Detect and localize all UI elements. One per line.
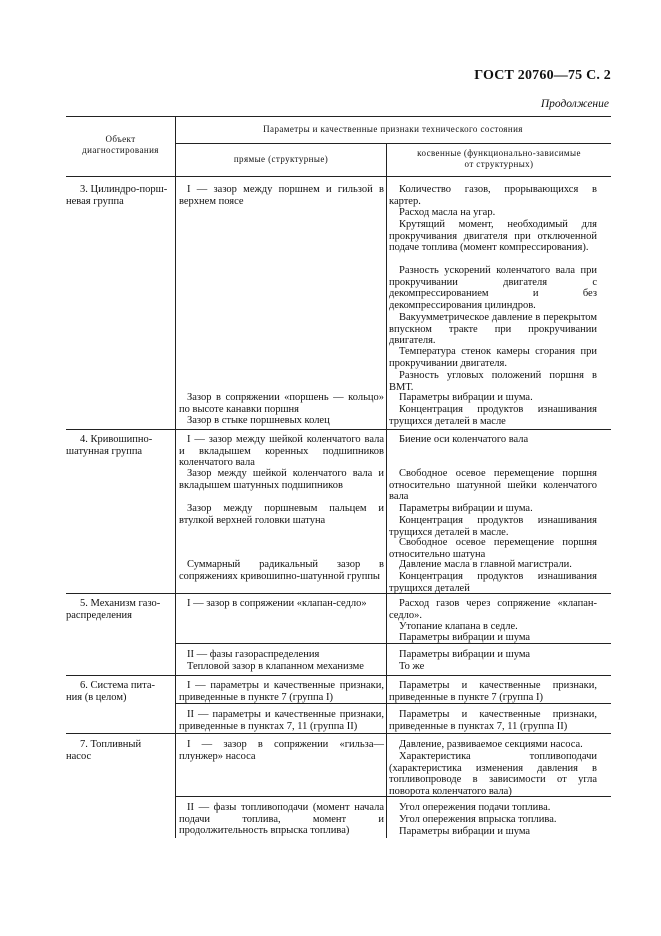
row-indirect: Расход газов через сопряжение «клапан-седло». [389,598,597,621]
rule-row-5 [66,675,611,676]
row-object: 7. Топливный насос [66,739,142,762]
row-indirect: Количество газов, прорывающихся в картер. [389,184,597,207]
row-indirect: Угол опережения подачи топлива. [399,802,551,813]
row-indirect: Концентрация продуктов изнашивания трущихся деталей в масле [389,404,597,427]
row-indirect: Утопание клапана в седле. [399,621,518,632]
continuation-label: Продолжение [540,98,609,110]
rule-col-1 [175,116,176,838]
row-direct: I — зазор в сопряжении «клапан-седло» [187,598,367,609]
row-indirect: Характеристика топливоподачи (характеристика изменения давления в топливопроводе в зависимости от угла поворота коленчатого вала) [389,751,597,797]
row-object: 4. Кривошипно- шатунная группа [66,434,153,457]
head-params: Параметры и качественные признаки технического состояния [263,124,523,134]
row-indirect: Крутящий момент, необходимый для прокручивания двигателя при отключенной подаче топлива (момент компрессирования). [389,219,597,254]
rule-params [175,143,611,144]
row-indirect: Параметры и качественные признаки, приведенные в пунктах 7, 11 (группа II) [389,709,597,732]
row-indirect: Угол опережения впрыска топлива. [399,814,557,825]
row-object: 3. Цилиндро-порш- невая группа [66,184,168,207]
rule-top [66,116,611,117]
row-indirect: Параметры вибрации и шума [399,632,531,643]
row-direct: Суммарный радикальный зазор в сопряжениях кривошипно-шатунной группы [179,559,384,582]
head-object: Объект диагностирования [82,134,159,155]
row-direct: I — зазор между поршнем и гильзой в верхнем поясе [179,184,384,207]
head-direct: прямые (структурные) [233,154,329,164]
row-indirect: Расход масла на угар. [399,207,496,218]
row-indirect: Разность ускорений коленчатого вала при прокручивании двигателя с декомпрессированием и без декомпрессирования цилиндров. [389,265,597,311]
row-direct: I — параметры и качественные признаки, приведенные в пункте 7 (группа I) [179,680,384,703]
diagnostics-table [66,116,611,838]
page-header: ГОСТ 20760—75 С. 2 [474,68,611,83]
row-direct: II — параметры и качественные признаки, приведенные в пунктах 7, 11 (группа II) [179,709,384,732]
row-indirect: Параметры вибрации и шума [399,826,531,837]
row-direct: I — зазор в сопряжении «гильза—плунжер» насоса [179,739,384,762]
rule-row-6 [66,733,611,734]
row-indirect: Разность угловых положений поршня в ВМТ. [389,370,597,393]
row-direct: II — фазы газораспределения [187,649,320,660]
row-indirect: Биение оси коленчатого вала [399,434,529,445]
row-direct: Зазор в сопряжении «поршень — кольцо» по высоте канавки поршня [179,392,384,415]
row-indirect: Концентрация продуктов изнашивания трущихся деталей [389,571,597,594]
row-indirect: Температура стенок камеры сгорания при прокручивании двигателя. [389,346,597,369]
row-direct: I — зазор между шейкой коленчатого вала и вкладышем коренных подшипников коленчатого вала [179,434,384,469]
row-indirect: Концентрация продуктов изнашивания трущихся деталей в масле. [389,515,597,538]
row-indirect: Давление, развиваемое секциями насоса. [399,739,583,750]
row-direct: Зазор между шейкой коленчатого вала и вкладышем шатунных подшипников [179,468,384,491]
row-indirect: Вакуумметрическое давление в перекрытом впускном тракте при прокручивании двигателя. [389,312,597,347]
row-indirect: Параметры вибрации и шума. [399,503,533,514]
row-object: 5. Механизм газо- распределения [66,598,161,621]
head-indirect: косвенные (функционально-зависимые от структурных) [417,148,581,169]
row-indirect: Параметры вибрации и шума [399,649,531,660]
row-direct: II — фазы топливоподачи (момент начала подачи топлива, момент и продолжительность впрыска топлива) [179,802,384,837]
row-direct: Тепловой зазор в клапанном механизме [187,661,364,672]
row-indirect: Давление масла в главной магистрали. [399,559,572,570]
rule-header-bottom [66,176,611,177]
rule-row-3 [66,429,611,430]
row-indirect: Параметры вибрации и шума. [399,392,533,403]
row-indirect: Свободное осевое перемещение поршня относительно шатуна [389,537,597,560]
row-direct: Зазор в стыке поршневых колец [187,415,330,426]
row-object: 6. Система пита- ния (в целом) [66,680,156,703]
rule-col-2 [386,143,387,838]
row-indirect: То же [399,661,425,672]
row-indirect: Параметры и качественные признаки, приведенные в пункте 7 (группа I) [389,680,597,703]
row-direct: Зазор между поршневым пальцем и втулкой верхней головки шатуна [179,503,384,526]
row-indirect: Свободное осевое перемещение поршня относительно шатунной шейки коленчатого вала [389,468,597,503]
